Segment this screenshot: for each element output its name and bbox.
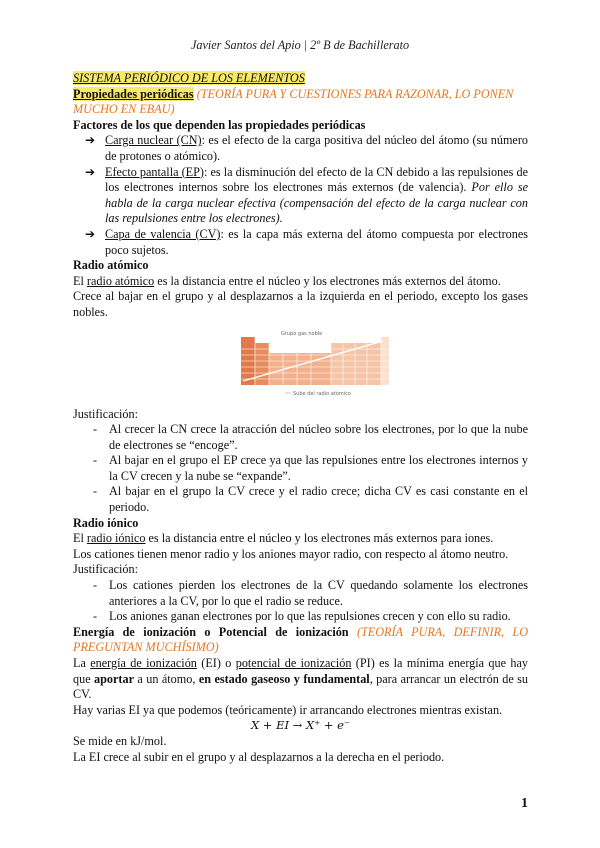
- term: radio iónico: [86, 531, 146, 546]
- radio-atomico-heading: Radio atómico: [73, 258, 149, 273]
- arrow-icon: ➔: [85, 226, 96, 241]
- factors-heading: Factores de los que dependen las propiedades periódicas: [73, 117, 366, 132]
- document-title: SISTEMA PERIÓDICO DE LOS ELEMENTOS: [73, 71, 305, 85]
- list-item: [73, 165, 528, 227]
- radio-ionico-def: El radio iónico es la distancia entre el núcleo y los electrones más externos para iones.: [73, 531, 494, 546]
- list-item: - Los cationes pierden los electrones de la CV quedando solamente los electrones anteriores a la CV, por lo que el radio se reduce.: [93, 578, 528, 608]
- radio-atomico-justifications: [73, 422, 528, 516]
- factor-text: : es la capa más externa del átomo compuesta por electrones poco sujetos.: [105, 226, 528, 257]
- justification-label: Justificación:: [73, 562, 138, 577]
- props-heading: Propiedades periódicas: [73, 86, 194, 101]
- arrow-icon: ➔: [85, 164, 96, 179]
- factors-list: [73, 133, 528, 258]
- factor-text: : es el efecto de la carga positiva del núcleo del átomo (su número de protones o atómico).: [105, 133, 528, 163]
- justification-label: Justificación:: [73, 406, 138, 421]
- props-heading-line: [73, 87, 528, 118]
- energia-units: Se mide en kJ/mol.: [73, 733, 167, 748]
- figure-bottom-label: Sube del radio atómico: [293, 390, 351, 397]
- list-item: - Al bajar en el grupo la CV crece y el radio crece; dicha CV es casi constante en el periodo.: [93, 484, 528, 515]
- factor-text: : es la disminución del efecto de la CN debido a las repulsiones de los electrones internos sobre los electrones más externos (de valencia).: [105, 164, 529, 195]
- list-item: - Los aniones ganan electrones por lo que las repulsiones crecen y con ello su radio.: [93, 609, 511, 624]
- radio-ionico-comparison: Los cationes tienen menor radio y los aniones mayor radio, con respecto al átomo neutro.: [73, 546, 509, 561]
- factor-term: Efecto pantalla (EP): [105, 164, 204, 179]
- periodic-table-figure: [233, 329, 393, 401]
- energia-trend: La EI crece al subir en el grupo y al desplazarnos a la derecha en el periodo.: [73, 749, 445, 764]
- periodic-table-image: [233, 329, 393, 401]
- energia-heading: Energía de ionización o Potencial de ionización: [73, 624, 349, 639]
- energia-multiple: Hay varias EI ya que podemos (teóricamente) ir arrancando electrones mientras existan.: [73, 702, 503, 717]
- term: radio atómico: [86, 273, 155, 288]
- energia-heading-line: [73, 625, 528, 656]
- arrow-icon: ➔: [85, 133, 96, 148]
- page-number: 1: [521, 796, 528, 811]
- radio-ionico-heading: Radio iónico: [73, 515, 139, 530]
- list-item: [73, 227, 528, 258]
- props-note: (TEORÍA PURA Y CUESTIONES PARA RAZONAR, LO PONEN MUCHO EN EBAU): [73, 86, 514, 117]
- document-body: [73, 71, 528, 765]
- energia-def: La energía de ionización (EI) o potencial de ionización (PI) es la mínima energía que hay que aportar a un átomo, en estado gaseoso y fundamental, para arrancar un electrón de su CV.: [73, 656, 529, 702]
- figure-top-label: Grupo gas noble: [281, 330, 323, 337]
- list-item: [73, 133, 528, 164]
- radio-atomico-def: El radio atómico es la distancia entre el núcleo y los electrones más externos del átomo.: [73, 273, 501, 288]
- page-header: Javier Santos del Apio | 2º B de Bachillerato: [190, 38, 410, 52]
- list-item: - Al bajar en el grupo el EP crece ya que las repulsiones entre los electrones internos y la CV crecen y la nube se “expande”.: [93, 453, 528, 483]
- factor-term: Carga nuclear (CN): [105, 133, 202, 148]
- energia-note: (TEORÍA PURA, DEFINIR, LO PREGUNTAN MUCHÍSIMO): [73, 624, 528, 655]
- factor-italic-note: Por ello se habla de la carga nuclear efectiva (compensación del efecto de la carga nuclear con las repulsiones entre los electrones).: [105, 180, 528, 226]
- factor-term: Capa de valencia (CV): [105, 226, 221, 241]
- list-item: - Al crecer la CN crece la atracción del núcleo sobre los electrones, por lo que la nube de electrones se “encoge”.: [93, 422, 528, 452]
- ionization-formula: X + EI → X⁺ + e⁻: [250, 718, 351, 733]
- radio-atomico-trend: Crece al bajar en el grupo y al desplazarnos a la izquierda en el periodo, excepto los gases nobles.: [73, 289, 528, 319]
- radio-ionico-justifications: [73, 578, 528, 625]
